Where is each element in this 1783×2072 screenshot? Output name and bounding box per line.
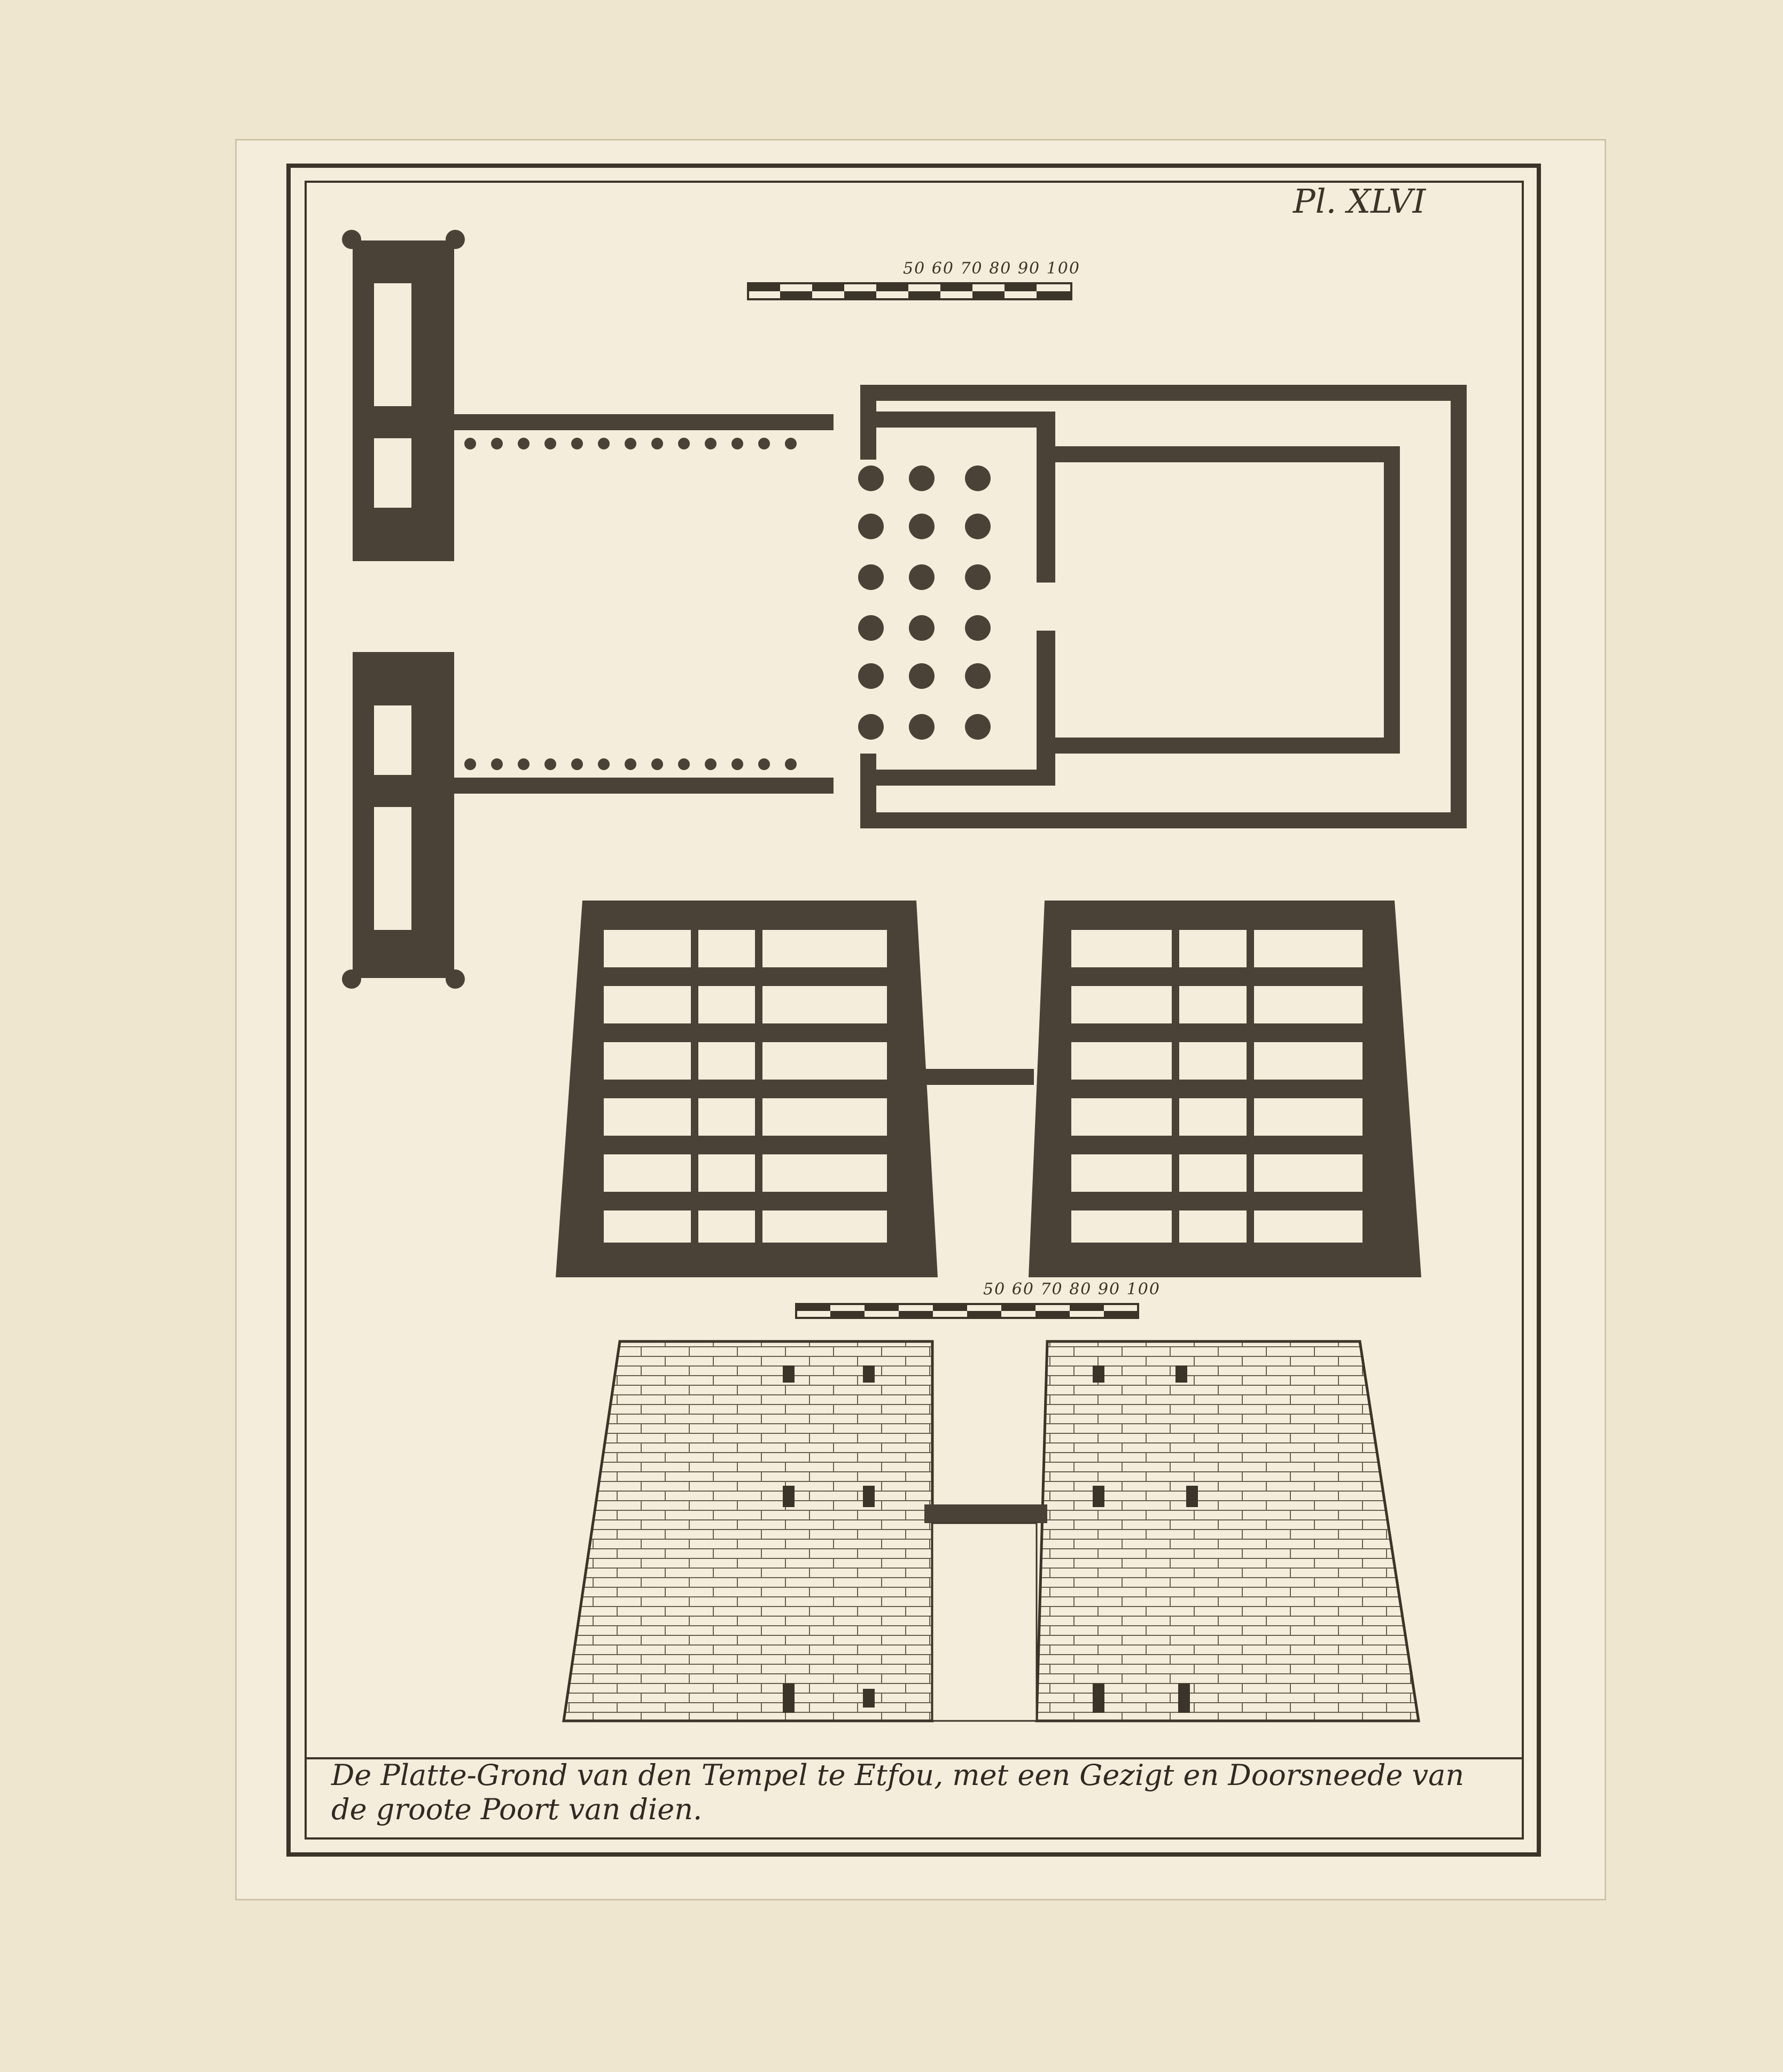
scale-bar-bottom [796, 1304, 1138, 1318]
caption-line-1: De Platte-Grond van den Tempel te Etfou, met een Gezigt en Doorsneede van [331, 1758, 1465, 1792]
scale-bottom-tick: 60 [1011, 1280, 1034, 1299]
hall-columns [858, 465, 991, 740]
pylon-elevation [564, 1341, 1419, 1721]
scale-bar-top [748, 283, 1071, 299]
scale-top-tick: 70 [960, 259, 983, 278]
scale-labels-bottom [983, 1280, 1161, 1299]
scale-bottom-tick: 80 [1069, 1280, 1092, 1299]
caption-line-2: de groote Poort van dien. [331, 1792, 703, 1826]
plate-number: Pl. XLVI [1293, 182, 1426, 221]
ground-plan [342, 230, 1467, 989]
court-columns [464, 438, 797, 770]
scale-labels-top [903, 259, 1080, 278]
scale-bottom-tick: 70 [1040, 1280, 1063, 1299]
scale-top-tick: 80 [989, 259, 1012, 278]
scale-top-tick: 50 [903, 259, 926, 278]
plate-caption [331, 1758, 1517, 1827]
scale-top-tick: 60 [931, 259, 954, 278]
scale-top-tick: 90 [1017, 259, 1041, 278]
pylon-section [556, 901, 1421, 1277]
scale-bottom-tick: 90 [1097, 1280, 1121, 1299]
scale-bottom-tick: 50 [983, 1280, 1006, 1299]
scale-top-tick: 100 [1046, 259, 1080, 278]
scale-bottom-tick: 100 [1126, 1280, 1161, 1299]
